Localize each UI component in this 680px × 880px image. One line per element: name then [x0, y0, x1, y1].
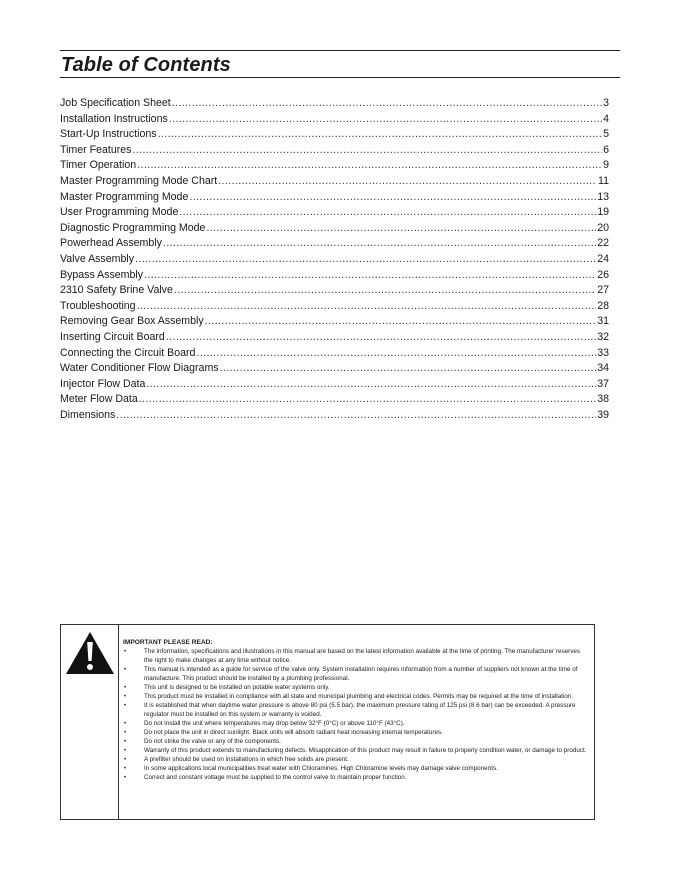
notice-item [123, 665, 588, 683]
toc-entry[interactable] [60, 314, 609, 330]
toc-entry[interactable] [60, 377, 609, 393]
toc-entry-title: Meter Flow Data [60, 393, 138, 406]
toc-entry[interactable] [60, 252, 609, 268]
toc-dot-leader [206, 221, 596, 237]
bullet: • [124, 729, 127, 736]
bullet: • [124, 648, 127, 655]
toc-entry-page: 20 [597, 221, 609, 234]
notice-item-text: The information, specifications and illustrations in this manual are based on the latest information available at the time of printing. The manufacturer reserves the right to make changes at any time without notice. [144, 648, 580, 664]
notice-item [123, 728, 588, 737]
bullet: • [124, 693, 127, 700]
toc-entry-title: Job Specification Sheet [60, 97, 171, 109]
toc-entry-page: 27 [597, 284, 609, 297]
toc-dot-leader [220, 361, 597, 377]
notice-item-text: Do not strike the valve or any of the components. [144, 738, 281, 745]
toc-entry-page: 32 [597, 330, 609, 343]
toc-entry[interactable] [60, 205, 609, 221]
toc-entry-page: 39 [597, 408, 609, 421]
toc-entry-title: Diagnostic Programming Mode [60, 221, 206, 234]
toc-entry-title: Inserting Circuit Board [60, 330, 165, 343]
toc-dot-leader [132, 143, 602, 159]
toc-entry-page: 4 [603, 112, 609, 125]
notice-item-text: Do not place the unit in direct sunlight. Black units will absorb radiant heat increasing internal temperatures. [144, 729, 443, 736]
notice-item [123, 764, 588, 773]
toc-entry-title: Bypass Assembly [60, 268, 144, 281]
notice-item [123, 755, 588, 764]
toc-dot-leader [189, 190, 596, 206]
toc-entry-page: 34 [597, 362, 609, 375]
toc-entry[interactable] [60, 143, 609, 159]
toc-entry-page: 6 [603, 143, 609, 156]
toc-dot-leader [172, 96, 602, 112]
toc-entry-page: 11 [598, 174, 609, 187]
notice-item [123, 746, 588, 755]
toc-entry-title: User Programming Mode [60, 206, 179, 219]
toc-dot-leader [196, 346, 596, 362]
toc-entry-page: 13 [597, 190, 609, 203]
toc-entry-title: 2310 Safety Brine Valve [60, 284, 173, 297]
toc-entry[interactable] [60, 174, 609, 190]
toc-entry-title: Water Conditioner Flow Diagrams [60, 362, 219, 375]
notice-item-text: A prefilter should be used on installations in which free solids are present. [144, 756, 349, 763]
toc-entry-page: 28 [597, 299, 609, 312]
toc-entry[interactable] [60, 408, 609, 424]
toc-dot-leader [166, 330, 596, 346]
notice-icon-cell [61, 625, 119, 819]
toc-entry-title: Injector Flow Data [60, 377, 146, 390]
bullet: • [124, 738, 127, 745]
toc-entry-title: Removing Gear Box Assembly [60, 315, 204, 328]
toc-entry[interactable] [60, 96, 609, 112]
toc-entry-page: 3 [603, 97, 609, 109]
notice-heading: IMPORTANT PLEASE READ: [123, 639, 213, 646]
toc-dot-leader [146, 377, 596, 393]
toc-entry-page: 37 [597, 377, 609, 390]
toc-dot-leader [174, 283, 596, 299]
bullet: • [124, 765, 127, 772]
toc-entry-page: 9 [603, 159, 609, 172]
notice-item [123, 692, 588, 701]
bullet: • [124, 747, 127, 754]
toc-dot-leader [169, 112, 602, 128]
notice-item [123, 701, 588, 719]
toc-dot-leader [144, 268, 596, 284]
notice-item-text: Do not install the unit where temperatures may drop below 32°F (0°C) or above 110°F (43°C). [144, 720, 405, 727]
toc-dot-leader [135, 252, 596, 268]
toc-dot-leader [218, 174, 597, 190]
toc-entry[interactable] [60, 268, 609, 284]
toc-dot-leader [158, 127, 603, 143]
toc-entry-page: 31 [597, 315, 609, 328]
toc-entry-title: Troubleshooting [60, 299, 136, 312]
toc-entry-page: 33 [597, 346, 609, 359]
toc-entry-page: 26 [597, 268, 609, 281]
toc-entry-page: 24 [597, 252, 609, 265]
toc-dot-leader [116, 408, 596, 424]
bullet: • [124, 666, 127, 673]
toc-dot-leader [179, 205, 596, 221]
toc-entry[interactable] [60, 127, 609, 143]
title-block [60, 50, 620, 78]
toc-entry[interactable] [60, 346, 609, 362]
notice-item-text: Correct and constant voltage must be supplied to the control valve to maintain proper function. [144, 774, 407, 781]
toc-dot-leader [137, 299, 597, 315]
bullet: • [124, 756, 127, 763]
toc-entry-page: 19 [597, 206, 609, 219]
toc-entry-title: Start-Up Instructions [60, 128, 157, 141]
notice-item [123, 737, 588, 746]
toc-entry[interactable] [60, 330, 609, 346]
toc-entry-title: Powerhead Assembly [60, 237, 162, 250]
important-notice-box [60, 624, 595, 820]
toc-dot-leader [137, 158, 602, 174]
toc-entry[interactable] [60, 236, 609, 252]
notice-text [123, 638, 588, 782]
toc-entry[interactable] [60, 361, 609, 377]
bullet: • [124, 720, 127, 727]
toc-entry[interactable] [60, 112, 609, 128]
notice-item-text: Warranty of this product extends to manufacturing defects. Misapplication of this product may result in failure to properly condition water, or damage to product. [144, 747, 587, 754]
notice-item-text: This unit is designed to be installed on potable water systems only. [144, 684, 330, 691]
warning-icon [65, 631, 115, 675]
toc-entry-title: Timer Features [60, 143, 132, 156]
notice-item-text: It is established that when daytime water pressure is above 80 psi (5.5 bar), the maximum pressure rating of 125 psi (8.6 bar) can be exceeded. A pressure regulator must be installed on this system or warranty is voided. [144, 702, 576, 718]
notice-item [123, 647, 588, 665]
notice-item-text: This manual is intended as a guide for service of the valve only. System installation requires information from a number of suppliers not known at the time of manufacture. This product should be installed by a plumbing professional. [144, 666, 578, 682]
notice-item [123, 683, 588, 692]
bullet: • [124, 774, 127, 781]
toc-entry[interactable] [60, 299, 609, 315]
toc-entry[interactable] [60, 221, 609, 237]
bullet: • [124, 702, 127, 709]
toc-dot-leader [205, 314, 597, 330]
page-title: Table of Contents [61, 54, 231, 76]
toc-entry[interactable] [60, 190, 609, 206]
toc-entry[interactable] [60, 158, 609, 174]
toc-dot-leader [163, 236, 596, 252]
notice-item-text: In some applications local municipalities treat water with Chloramines. High Chloramine levels may damage valve components. [144, 765, 498, 772]
notice-item [123, 719, 588, 728]
toc-entry-title: Installation Instructions [60, 112, 168, 125]
toc-entry-page: 22 [597, 237, 609, 250]
toc-entry-title: Master Programming Mode [60, 190, 189, 203]
toc-entry-page: 38 [597, 393, 609, 406]
toc-entry-title: Master Programming Mode Chart [60, 174, 218, 187]
table-of-contents [60, 96, 609, 423]
toc-entry-title: Valve Assembly [60, 252, 134, 265]
notice-item-text: This product must be installed in compliance with all state and municipal plumbing and electrical codes. Permits may be required at the time of installation. [144, 693, 574, 700]
toc-entry-title: Connecting the Circuit Board [60, 346, 196, 359]
toc-entry-title: Timer Operation [60, 159, 137, 172]
toc-entry[interactable] [60, 392, 609, 408]
notice-item [123, 773, 588, 782]
notice-list [123, 647, 588, 782]
toc-entry-page: 5 [603, 128, 609, 141]
toc-entry[interactable] [60, 283, 609, 299]
toc-entry-title: Dimensions [60, 408, 116, 421]
toc-dot-leader [139, 392, 596, 408]
bullet: • [124, 684, 127, 691]
